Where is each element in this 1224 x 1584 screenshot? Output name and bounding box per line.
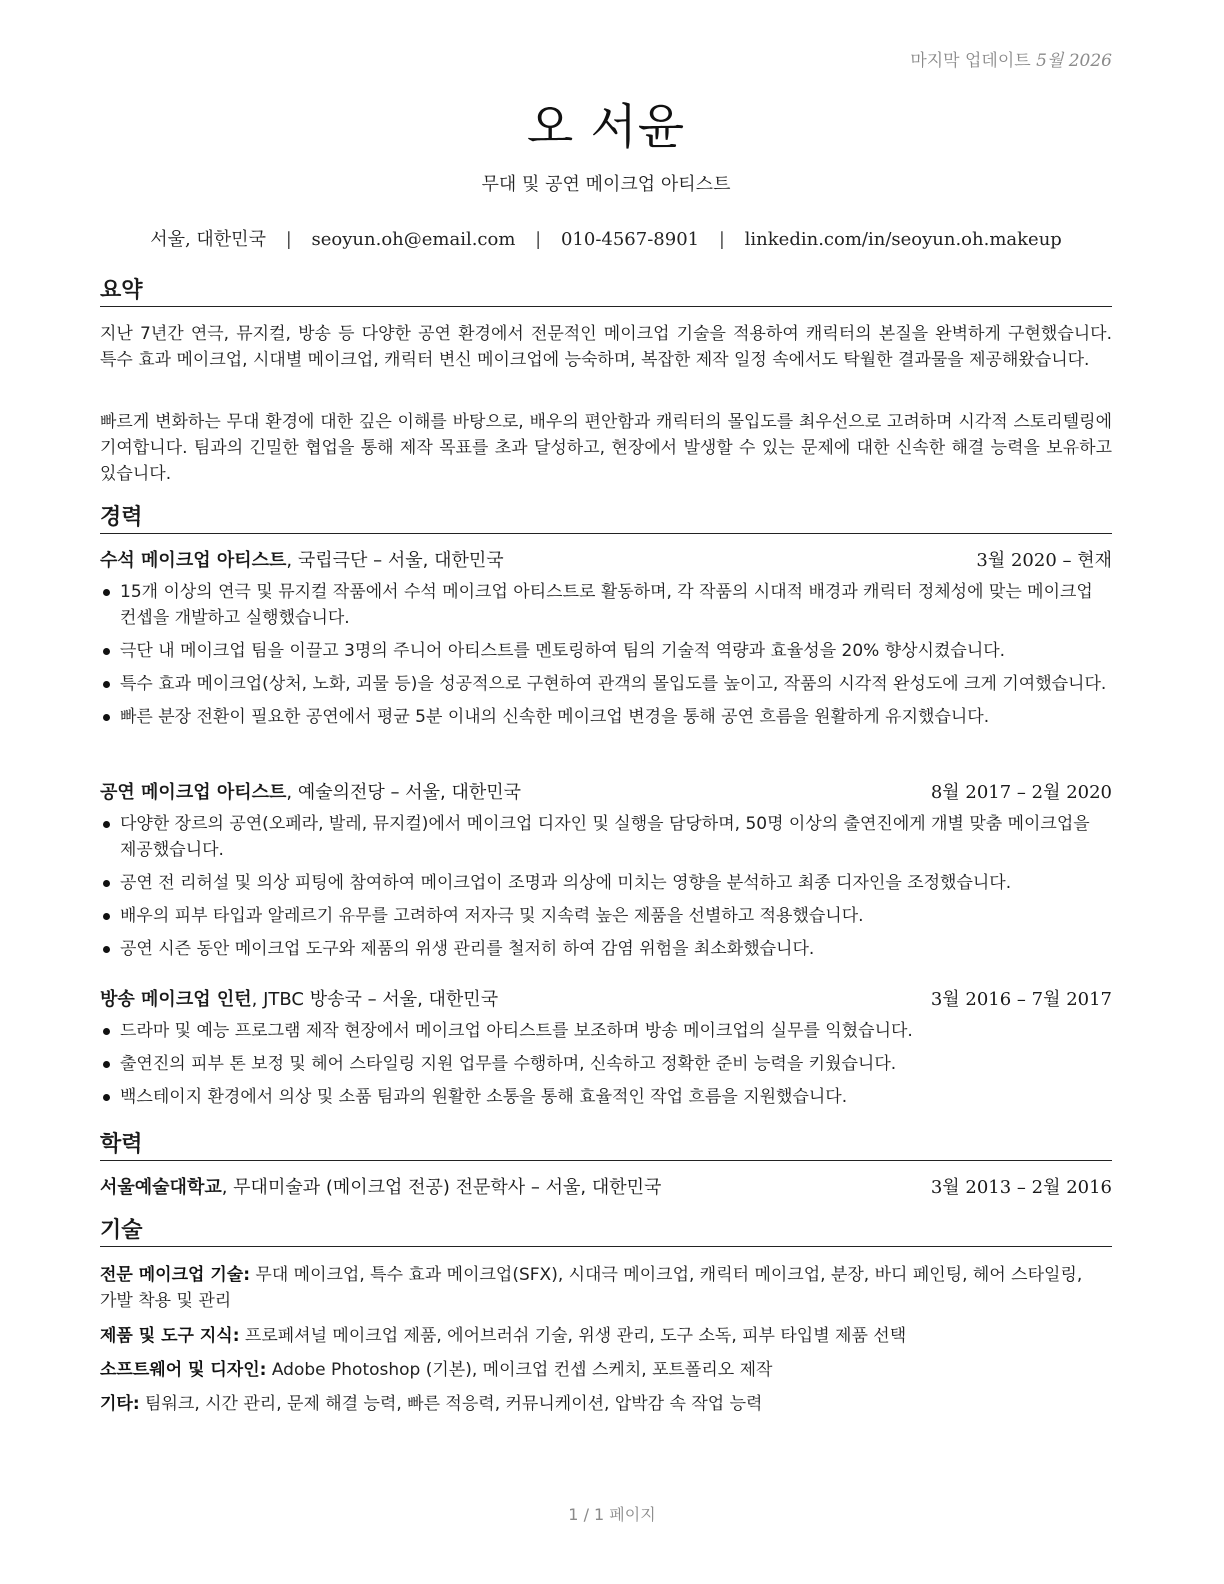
contact-line <box>100 225 1112 251</box>
job-bullet: 특수 효과 메이크업(상처, 노화, 괴물 등)을 성공적으로 구현하여 관객의 몰입도를 높이고, 작품의 시각적 완성도에 크게 기여했습니다. <box>100 671 1112 697</box>
job-bullet: 드라마 및 예능 프로그램 제작 현장에서 메이크업 아티스트를 보조하며 방송 메이크업의 실무를 익혔습니다. <box>100 1018 1112 1044</box>
skill-text: 팀워크, 시간 관리, 문제 해결 능력, 빠른 적응력, 커뮤니케이션, 압박감 속 작업 능력 <box>139 1394 763 1414</box>
last-updated-year: 2026 <box>1068 51 1112 71</box>
education-entry <box>100 1176 1112 1200</box>
skill-label: 기타: <box>100 1394 140 1414</box>
job-title: 방송 메이크업 인턴 <box>100 989 252 1010</box>
contact-location: 서울, 대한민국 <box>150 229 266 250</box>
job-bullet: 다양한 장르의 공연(오페라, 발레, 뮤지컬)에서 메이크업 디자인 및 실행을 담당하며, 50명 이상의 출연진에게 개별 맞춤 메이크업을 제공했습니다. <box>100 811 1112 863</box>
contact-separator: | <box>535 229 542 250</box>
skill-label: 제품 및 도구 지식: <box>100 1326 240 1346</box>
job-title: 공연 메이크업 아티스트 <box>100 782 287 803</box>
job-date: 3월 2020 – 현재 <box>976 550 1112 571</box>
skill-label: 소프트웨어 및 디자인: <box>100 1360 267 1380</box>
job-bullet: 빠른 분장 전환이 필요한 공연에서 평균 5분 이내의 신속한 메이크업 변경을 통해 공연 흐름을 원활하게 유지했습니다. <box>100 704 1112 730</box>
skill-text: Adobe Photoshop (기본), 메이크업 컨셉 스케치, 포트폴리오 제작 <box>266 1360 773 1380</box>
job-bullet: 공연 시즌 동안 메이크업 도구와 제품의 위생 관리를 철저히 하여 감염 위험을 최소화했습니다. <box>100 936 1112 962</box>
job-bullets <box>100 1018 1112 1117</box>
page-number: 1 / 1 페이지 <box>568 1505 656 1524</box>
contact-phone: 010-4567-8901 <box>560 229 700 250</box>
job-bullet: 극단 내 메이크업 팀을 이끌고 3명의 주니어 아티스트를 멘토링하여 팀의 기술적 역량과 효율성을 20% 향상시켰습니다. <box>100 638 1112 664</box>
job-org: , JTBC 방송국 – 서울, 대한민국 <box>251 989 499 1010</box>
education-date: 3월 2013 – 2월 2016 <box>930 1177 1112 1198</box>
skill-line <box>100 1391 1112 1417</box>
job-bullet: 공연 전 리허설 및 의상 피팅에 참여하여 메이크업이 조명과 의상에 미치는 영향을 분석하고 최종 디자인을 조정했습니다. <box>100 870 1112 896</box>
skill-text: 무대 메이크업, 특수 효과 메이크업(SFX), 시대극 메이크업, 캐릭터 메이크업, 분장, 바디 페인팅, 헤어 스타일링, 가발 착용 및 관리 <box>100 1265 1083 1311</box>
skill-line <box>100 1357 1112 1383</box>
contact-separator: | <box>718 229 725 250</box>
job-title: 수석 메이크업 아티스트 <box>100 550 287 571</box>
skill-label: 전문 메이크업 기술: <box>100 1265 251 1285</box>
summary-paragraph: 지난 7년간 연극, 뮤지컬, 방송 등 다양한 공연 환경에서 전문적인 메이크업 기술을 적용하여 캐릭터의 본질을 완벽하게 구현했습니다. 특수 효과 메이크업, 시대별 메이크업, 캐릭터 변신 메이크업에 능숙하며, 복잡한 제작 일정 속에서도 탁월한 결과물을 제공해왔습니다. <box>100 324 1112 370</box>
job-bullets <box>100 579 1112 737</box>
candidate-name: 오 서윤 <box>526 99 686 155</box>
contact-linkedin[interactable]: linkedin.com/in/seoyun.oh.makeup <box>744 229 1062 250</box>
job-header <box>100 781 1112 805</box>
job-bullet: 배우의 피부 타입과 알레르기 유무를 고려하여 저자극 및 지속력 높은 제품을 선별하고 적용했습니다. <box>100 903 1112 929</box>
contact-email[interactable]: seoyun.oh@email.com <box>311 229 516 250</box>
section-heading-education: 학력 <box>100 1132 1112 1161</box>
job-date: 8월 2017 – 2월 2020 <box>930 782 1112 803</box>
job-header <box>100 549 1112 573</box>
contact-separator: | <box>285 229 292 250</box>
education-school: 서울예술대학교 <box>100 1177 222 1198</box>
candidate-title: 무대 및 공연 메이크업 아티스트 <box>481 174 731 195</box>
section-heading-experience: 경력 <box>100 505 1112 534</box>
last-updated-label: 마지막 업데이트 <box>910 51 1031 71</box>
job-bullets <box>100 811 1112 969</box>
last-updated-month: 5월 <box>1036 51 1064 71</box>
job-header <box>100 988 1112 1012</box>
job-org: , 국립극단 – 서울, 대한민국 <box>286 550 504 571</box>
job-date: 3월 2016 – 7월 2017 <box>930 989 1112 1010</box>
job-bullet: 백스테이지 환경에서 의상 및 소품 팀과의 원활한 소통을 통해 효율적인 작업 흐름을 지원했습니다. <box>100 1084 1112 1110</box>
last-updated <box>910 46 1112 71</box>
resume-page <box>100 0 1112 1584</box>
skill-text: 프로페셔널 메이크업 제품, 에어브러쉬 기술, 위생 관리, 도구 소독, 피부 타입별 제품 선택 <box>239 1326 907 1346</box>
section-heading-skills: 기술 <box>100 1218 1112 1247</box>
education-detail: , 무대미술과 (메이크업 전공) 전문학사 – 서울, 대한민국 <box>221 1177 662 1198</box>
job-bullet: 출연진의 피부 톤 보정 및 헤어 스타일링 지원 업무를 수행하며, 신속하고 정확한 준비 능력을 키웠습니다. <box>100 1051 1112 1077</box>
skill-line <box>100 1323 1112 1349</box>
skill-line <box>100 1262 1112 1314</box>
job-org: , 예술의전당 – 서울, 대한민국 <box>286 782 522 803</box>
job-bullet: 15개 이상의 연극 및 뮤지컬 작품에서 수석 메이크업 아티스트로 활동하며, 각 작품의 시대적 배경과 캐릭터 정체성에 맞는 메이크업 컨셉을 개발하고 실행했습니다. <box>100 579 1112 631</box>
section-heading-summary: 요약 <box>100 278 1112 307</box>
summary-paragraph: 빠르게 변화하는 무대 환경에 대한 깊은 이해를 바탕으로, 배우의 편안함과 캐릭터의 몰입도를 최우선으로 고려하며 시각적 스토리텔링에 기여합니다. 팀과의 긴밀한 협업을 통해 제작 목표를 초과 달성하고, 현장에서 발생할 수 있는 문제에 대한 신속한 해결 능력을 보유하고 있습니다. <box>100 412 1112 484</box>
